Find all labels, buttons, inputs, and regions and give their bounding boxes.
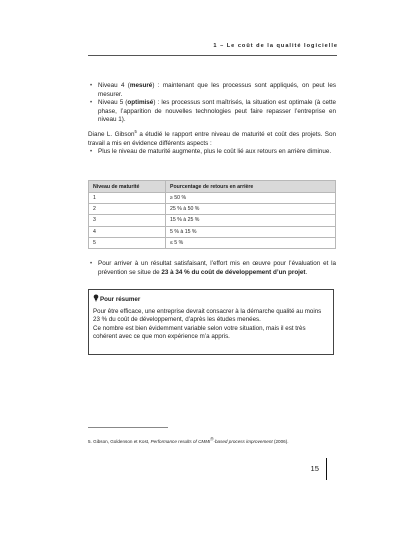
list-item-text: Niveau 5 ( bbox=[98, 99, 128, 107]
key-figure: 23 à 34 % du coût de développement d’un projet bbox=[161, 268, 306, 276]
summary-paragraph: Pour être efficace, une entreprise devrait consacrer à la démarche qualité au moins 23 % du coût de développement, d’après les études menées. bbox=[93, 308, 322, 324]
study-intro bbox=[88, 128, 336, 148]
list-item-text: Niveau 4 ( bbox=[98, 82, 130, 89]
summary-paragraph: Ce nombre est bien évidemment variable selon votre situation, mais il est très cohérent avec ce que mon expérience m’a appris. bbox=[93, 324, 306, 340]
footnote-year: (2006). bbox=[272, 439, 289, 444]
table-header-row bbox=[89, 181, 336, 193]
running-header: 1 – Le coût de la qualité logicielle bbox=[213, 43, 338, 49]
header-divider bbox=[88, 55, 337, 56]
table-cell: 15 % à 25 % bbox=[166, 215, 336, 226]
table-header-cell: Pourcentage de retours en arrière bbox=[166, 181, 336, 193]
registered-mark: ® bbox=[210, 436, 214, 442]
footnote-title-text: Performance results of CMMI bbox=[150, 439, 211, 444]
result-list bbox=[88, 260, 336, 277]
level-name: mesuré bbox=[129, 82, 153, 89]
footnote bbox=[88, 436, 338, 445]
summary-box bbox=[88, 289, 334, 355]
footnote-title-text: -based process improvement bbox=[213, 439, 273, 444]
lightbulb-icon bbox=[93, 294, 99, 305]
table-cell: 5 % à 15 % bbox=[166, 226, 336, 237]
footnote-divider bbox=[88, 427, 168, 428]
maturity-table bbox=[88, 180, 336, 249]
table-row bbox=[89, 226, 336, 237]
list-item: • Plus le niveau de maturité augmente, plus le coût lié aux retours en arrière diminue. bbox=[88, 148, 336, 157]
footnote-ref: 5 bbox=[134, 128, 137, 134]
list-item-text: Pour arriver à un résultat satisfaisant, l’effort mis en œuvre pour l’évaluation et la prévention se situe de bbox=[98, 260, 336, 276]
table-cell: 4 bbox=[89, 226, 166, 237]
study-author: Diane L. Gibson bbox=[88, 131, 135, 138]
table-row bbox=[89, 193, 336, 204]
footnote-authors: Gibson, Goldenson et Kost, bbox=[93, 439, 151, 444]
table-cell: 5 bbox=[89, 237, 166, 248]
study-paragraph bbox=[88, 128, 336, 157]
table-header-cell: Niveau de maturité bbox=[89, 181, 166, 193]
maturity-levels-list bbox=[88, 82, 336, 125]
table-cell: 25 % à 50 % bbox=[166, 204, 336, 215]
summary-heading bbox=[93, 294, 329, 305]
table-row bbox=[89, 215, 336, 226]
footnote-title bbox=[150, 436, 273, 444]
page-number-bar bbox=[326, 458, 327, 480]
table-row bbox=[89, 204, 336, 215]
page-number: 15 bbox=[310, 464, 319, 473]
table-row bbox=[89, 237, 336, 248]
list-item-text: ) : les processus sont maîtrisés, la situation est optimale (à cette phase, l’apparition de nouvelles technologies peut faire repasser l’entreprise en niveau 1). bbox=[98, 99, 336, 124]
study-text: a étudié le rapport entre niveau de maturité et coût des projets. Son travail a mis en évidence différents aspects : bbox=[88, 131, 336, 147]
level-name: optimisé bbox=[127, 99, 154, 107]
table-cell: 3 bbox=[89, 215, 166, 226]
list-item-text: . bbox=[305, 268, 308, 276]
table-cell: 1 bbox=[89, 193, 166, 204]
footnote-number: 5. bbox=[88, 439, 92, 444]
table-cell: 2 bbox=[89, 204, 166, 215]
list-item bbox=[88, 99, 336, 125]
list-item bbox=[88, 82, 336, 99]
table-cell: ≥ 50 % bbox=[166, 193, 336, 204]
table-cell: ≤ 5 % bbox=[166, 237, 336, 248]
list-item-text: ) : maintenant que les processus sont appliqués, on peut les mesurer. bbox=[98, 82, 336, 98]
summary-title: Pour résumer bbox=[100, 295, 141, 303]
list-item bbox=[88, 260, 336, 277]
